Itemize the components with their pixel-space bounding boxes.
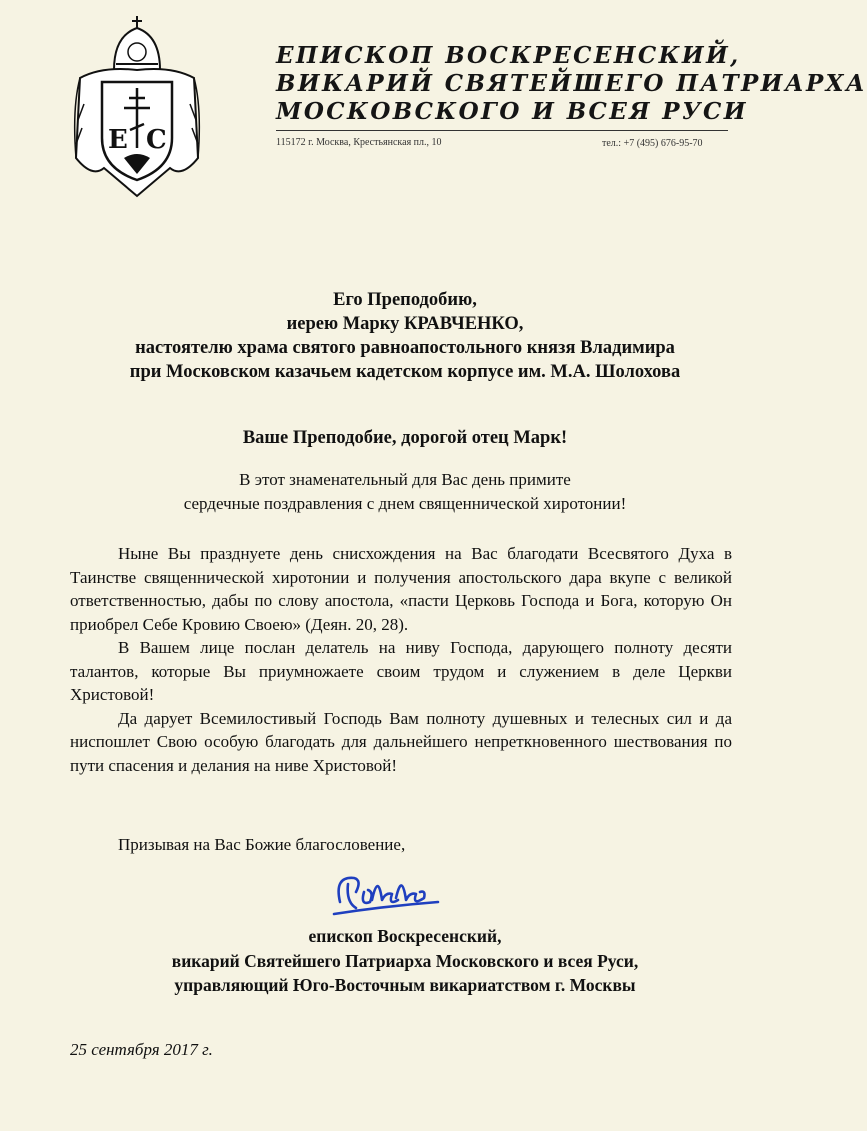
body-paragraph: В Вашем лице послан делатель на ниву Господа, дарующего полноту десяти талантов, которые Вы приумножаете своим трудом и служением в деле Церкви Христовой!: [70, 638, 732, 704]
recipient-line: Его Преподобию,: [333, 290, 477, 310]
signer-block: [60, 924, 750, 998]
signer-line: викарий Святейшего Патриарха Московского и всея Руси,: [171, 950, 639, 971]
blessing-line: Призывая на Вас Божие благословение,: [118, 835, 406, 854]
header-title-line: ЕПИСКОП ВОСКРЕСЕНСКИЙ,: [276, 42, 741, 69]
signer-line: епископ Воскресенский,: [308, 926, 502, 946]
header-title-line: ВИКАРИЙ СВЯТЕЙШЕГО ПАТРИАРХА: [276, 70, 867, 97]
recipient-line: иерею Марку КРАВЧЕНКО,: [286, 314, 524, 334]
signature: [326, 862, 446, 928]
header-title: [276, 42, 867, 126]
header-address: 115172 г. Москва, Крестьянская пл., 10: [276, 137, 442, 148]
recipient-line: при Московском казачьем кадетском корпусе им. М.А. Шолохова: [129, 362, 681, 382]
body-paragraph: Ныне Вы празднуете день снисхождения на Вас благодати Всесвятого Духа в Таинстве священнической хиротонии и получения апостольского дара вкупе с великой ответственностью, дабы по слову апостола, «пасти Церковь Господа и Бога, которую Он приобрел Себе Кровию Своею» (Деян. 20, 28).: [70, 544, 732, 634]
intro-line: сердечные поздравления с днем священнической хиротонии!: [183, 494, 627, 513]
header-divider: [276, 130, 728, 131]
header-title-line: МОСКОВСКОГО И ВСЕЯ РУСИ: [276, 98, 748, 125]
body-paragraph: Да дарует Всемилостивый Господь Вам полноту душевных и телесных сил и да ниспошлет Свою особую благодать для дальнейшего непреткновенного шествования по пути спасения и делания на ниве Христовой!: [70, 708, 732, 775]
recipient-block: [60, 288, 750, 384]
letter-body: [70, 542, 732, 777]
svg-text:С: С: [146, 125, 167, 155]
salutation: Ваше Преподобие, дорогой отец Марк!: [242, 428, 568, 448]
intro-line: В этот знаменательный для Вас день примите: [239, 470, 571, 489]
coat-of-arms-icon: [62, 8, 212, 204]
signer-line: управляющий Юго-Восточным викариатством г. Москвы: [174, 975, 636, 995]
recipient-line: настоятелю храма святого равноапостольного князя Владимира: [135, 338, 675, 358]
letter-date: 25 сентября 2017 г.: [70, 1040, 213, 1059]
intro-block: [60, 468, 750, 516]
svg-text:Е: Е: [108, 125, 128, 155]
header-phone: тел.: +7 (495) 676-95-70: [602, 138, 703, 149]
